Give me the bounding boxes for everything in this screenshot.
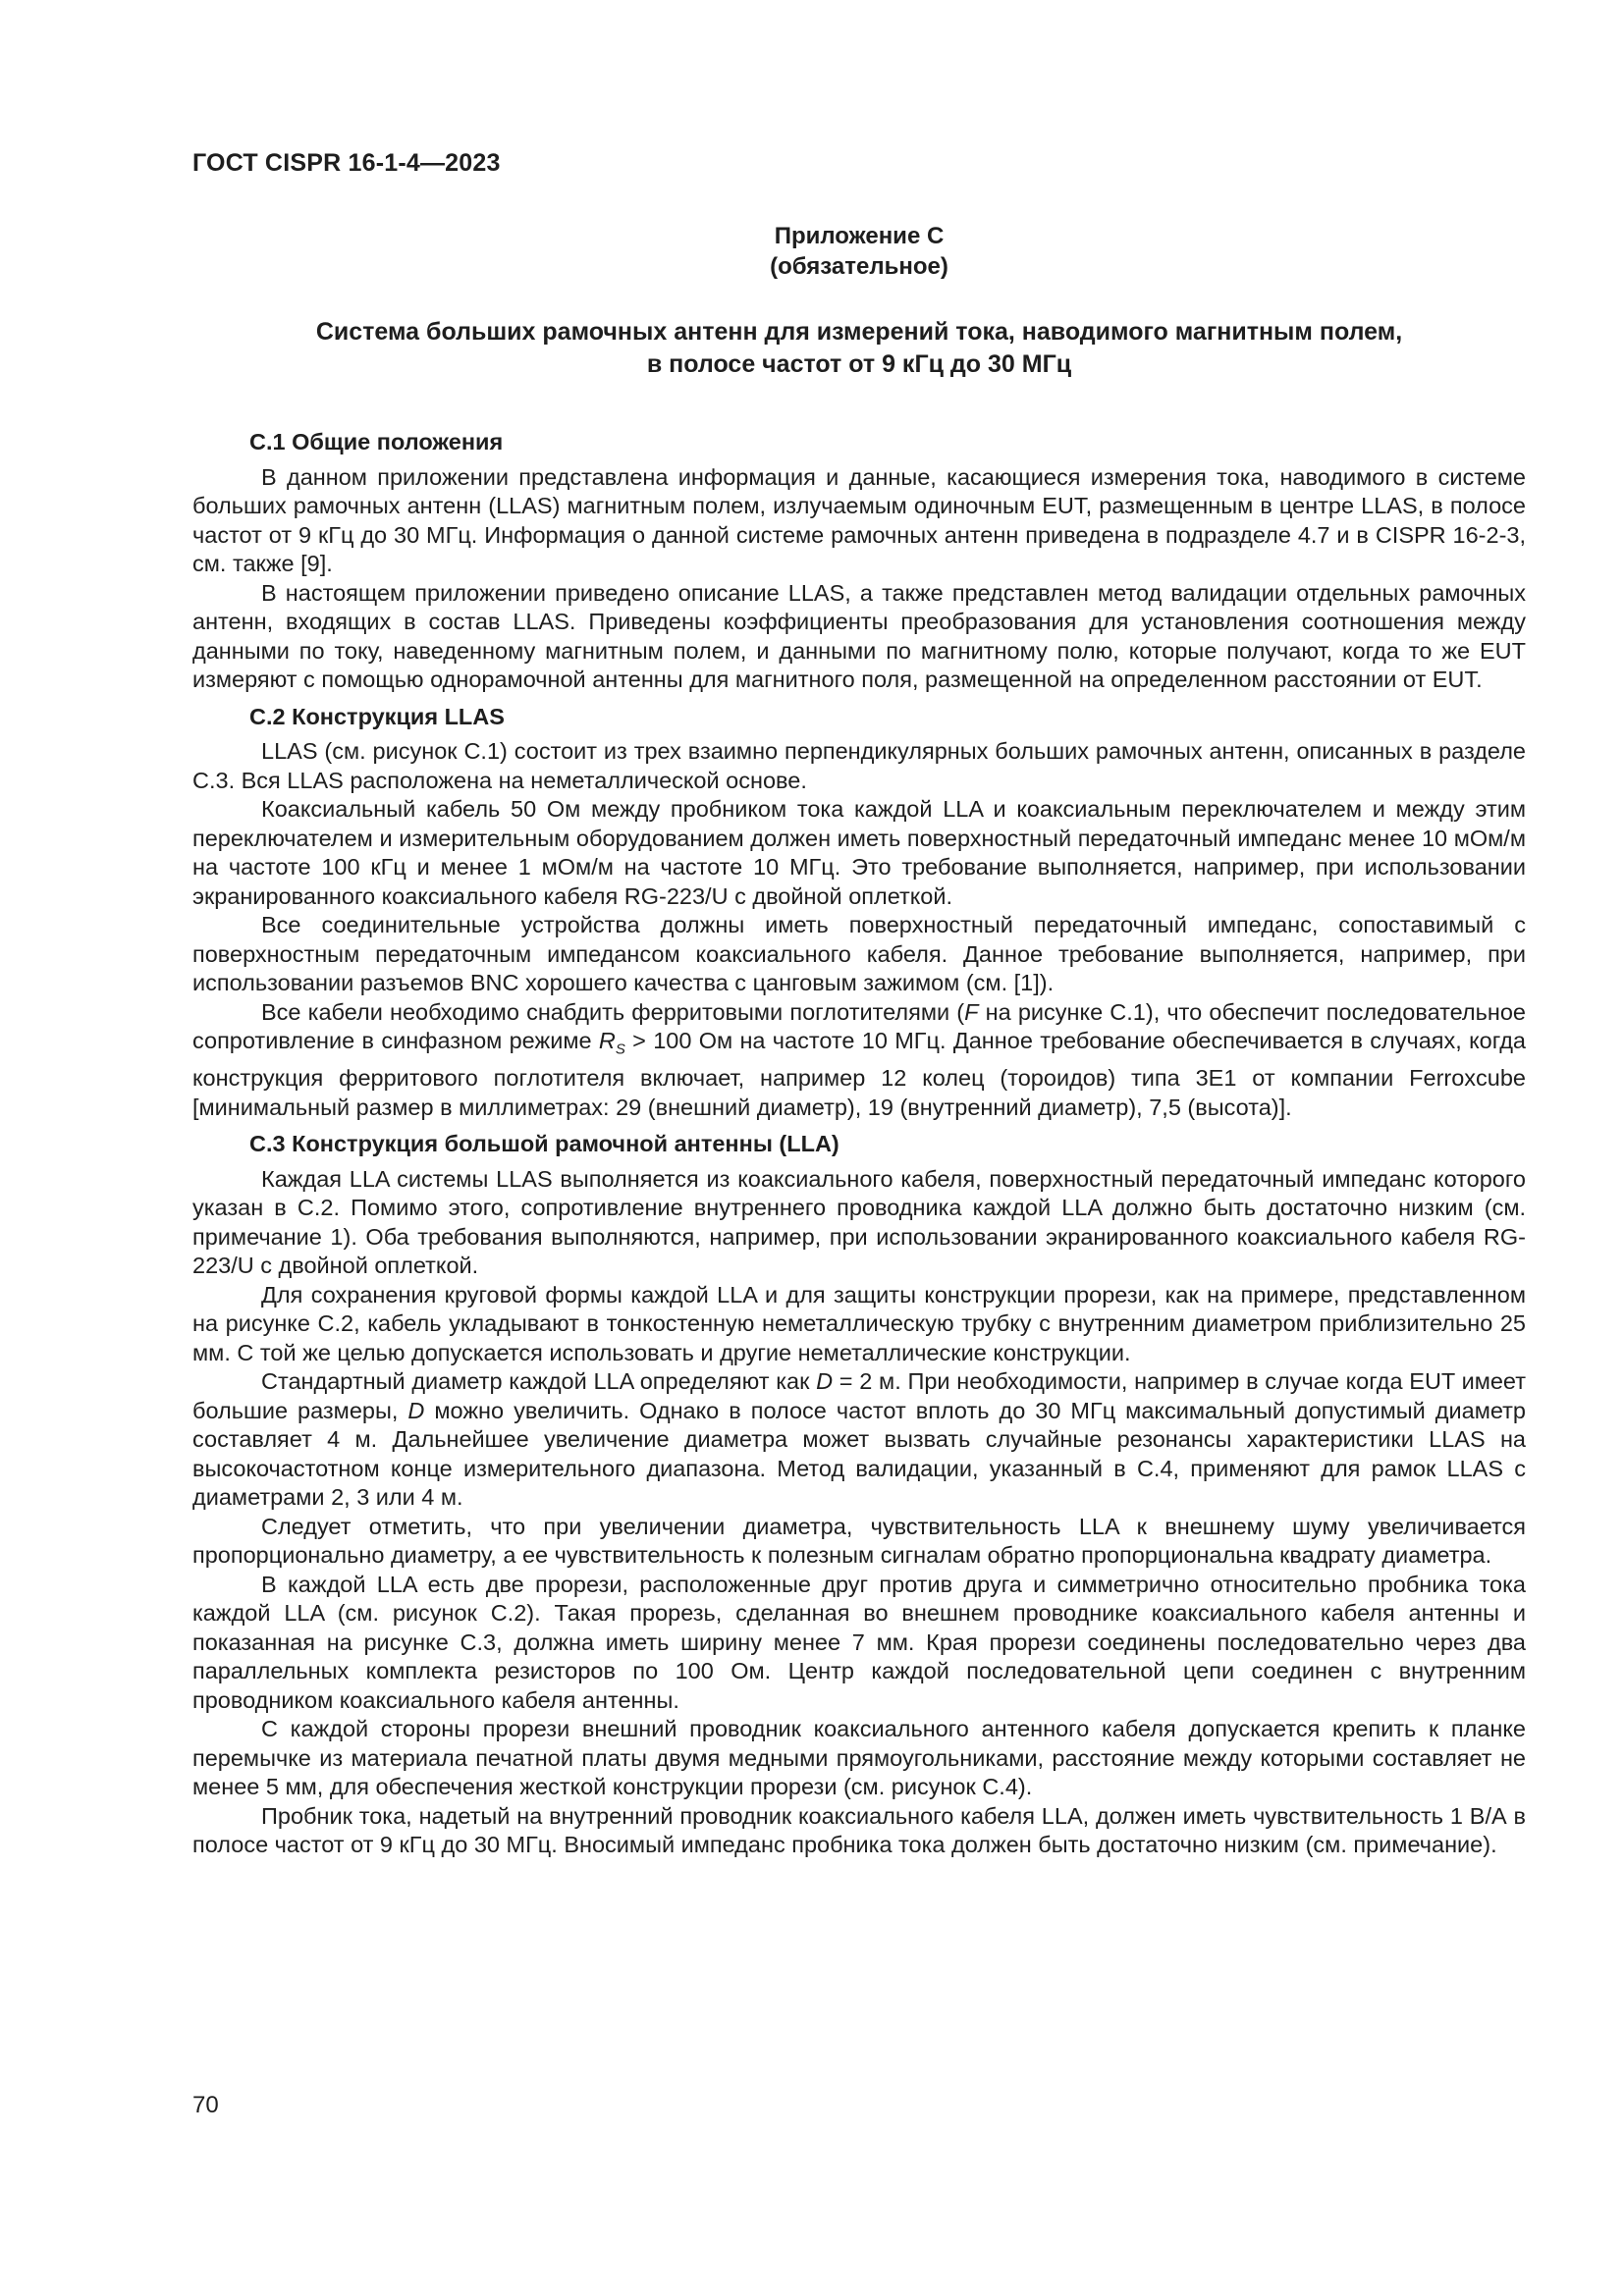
paragraph: В данном приложении представлена информация и данные, касающиеся измерения тока, наводимого в системе больших рамочных антенн (LLAS) магнитным полем, излучаемым одиночным EUT, размещенным в центре LLAS, в полосе частот от 9 кГц до 30 МГц. Информация о данной системе рамочных антенн приведена в подразделе 4.7 и в CISPR 16-2-3, см. также [9].: [192, 463, 1526, 576]
symbol-D: D: [407, 1397, 425, 1423]
text-run: = 2 м. При необходимости, например в случае когда EUT имеет большие размеры,: [192, 1368, 1526, 1423]
symbol-F: F: [964, 998, 979, 1025]
paragraph: Все соединительные устройства должны иметь поверхностный передаточный импеданс, сопоставимый с поверхностным передаточным импедансом коаксиального кабеля. Данное требование выполняется, например, при использовании разъемов BNC хорошего качества с цанговым зажимом (см. [1]).: [192, 912, 1526, 995]
text-run: Все кабели необходимо снабдить ферритовыми поглотителями (: [261, 998, 965, 1025]
annex-main-title-line1: Система больших рамочных антенн для измерений тока, наводимого магнитным полем,: [315, 318, 1403, 346]
text-run: Стандартный диаметр каждой LLA определяют как: [261, 1368, 817, 1395]
section-heading-c1: С.1 Общие положения: [249, 429, 504, 454]
page-number: 70: [192, 2092, 219, 2118]
annex-title: Приложение С: [774, 223, 945, 249]
symbol-S-subscript: S: [615, 1041, 625, 1058]
paragraph: Каждая LLA системы LLAS выполняется из коаксиального кабеля, поверхностный передаточный импеданс которого указан в С.2. Помимо этого, сопротивление внутреннего проводника каждой LLA должно быть достаточно низким (см. примечание 1). Оба требования выполняются, например, при использовании экранированного коаксиального кабеля RG-223/U с двойной оплеткой.: [192, 1165, 1526, 1279]
section-heading-c3: С.3 Конструкция большой рамочной антенны (LLA): [249, 1131, 839, 1157]
document-body: [192, 428, 1526, 1860]
annex-status: (обязательное): [770, 253, 948, 280]
paragraph: Коаксиальный кабель 50 Ом между пробником тока каждой LLA и коаксиальным переключателем и между этим переключателем и измерительным оборудованием должен иметь поверхностный передаточный импеданс менее 10 мОм/м на частоте 100 кГц и менее 1 мОм/м на частоте 10 МГц. Это требование выполняется, например, при использовании экранированного коаксиального кабеля RG-223/U с двойной оплеткой.: [192, 796, 1526, 909]
annex-main-title-line2: в полосе частот от 9 кГц до 30 МГц: [646, 350, 1072, 378]
paragraph: LLAS (см. рисунок С.1) состоит из трех взаимно перпендикулярных больших рамочных антенн, описанных в разделе С.3. Вся LLAS расположена на неметаллической основе.: [192, 738, 1526, 793]
text-run: > 100 Ом на частоте 10 МГц. Данное требование обеспечивается в случаях, когда конструкция ферритового поглотителя включает, например 12 колец (тороидов) типа 3E1 от компании Ferroxcube [минимальный размер в миллиметрах: 29 (внешний диаметр), 19 (внутренний диаметр), 7,5 (высота)].: [192, 1028, 1526, 1120]
symbol-D: D: [816, 1368, 834, 1395]
paragraph: В каждой LLA есть две прорези, расположенные друг против друга и симметрично относительно пробника тока каждой LLA (см. рисунок С.2). Такая прорезь, сделанная во внешнем проводнике коаксиального кабеля антенны и показанная на рисунке С.3, должна иметь ширину менее 7 мм. Края прорези соединены последовательно через два параллельных комплекта резисторов по 100 Ом. Центр каждой последовательной цепи соединен с внутренним проводником коаксиального кабеля антенны.: [192, 1571, 1526, 1713]
section-heading-c2: С.2 Конструкция LLAS: [249, 703, 505, 729]
paragraph: Для сохранения круговой формы каждой LLA и для защиты конструкции прорези, как на примере, представленном на рисунке С.2, кабель укладывают в тонкостенную неметаллическую трубку с внутренним диаметром приблизительно 25 мм. С той же целью допускается использовать и другие неметаллические конструкции.: [192, 1281, 1526, 1365]
paragraph: С каждой стороны прорези внешний проводник коаксиального антенного кабеля допускается крепить к планке перемычке из материала печатной платы двумя медными прямоугольниками, расстояние между которыми составляет не менее 5 мм, для обеспечения жесткой конструкции прорези (см. рисунок С.4).: [192, 1716, 1526, 1800]
text-run: на рисунке С.1), что обеспечит последовательное сопротивление в синфазном режиме: [192, 998, 1526, 1053]
annex-main-title: [192, 316, 1526, 381]
text-run: можно увеличить. Однако в полосе частот вплоть до 30 МГц максимальный допустимый диаметр составляет 4 м. Дальнейшее увеличение диаметра может вызвать случайные резонансы характеристики LLAS на высокочастотном конце измерительного диапазона. Метод валидации, указанный в С.4, применяют для рамок LLAS с диаметрами 2, 3 или 4 м.: [192, 1397, 1526, 1511]
symbol-R: R: [598, 1028, 616, 1053]
paragraph: В настоящем приложении приведено описание LLAS, а также представлен метод валидации отдельных рамочных антенн, входящих в состав LLAS. Приведены коэффициенты преобразования для установления соотношения между данными по току, наведенному магнитным полем, и данными по магнитному полю, которые получают, когда то же EUT измеряют с помощью однорамочной антенны для магнитного поля, размещенной на определенном расстоянии от EUT.: [192, 579, 1526, 692]
paragraph: Пробник тока, надетый на внутренний проводник коаксиального кабеля LLA, должен иметь чувствительность 1 В/А в полосе частот от 9 кГц до 30 МГц. Вносимый импеданс пробника тока должен быть достаточно низким (см. примечание).: [192, 1802, 1526, 1858]
document-id: ГОСТ CISPR 16-1-4—2023: [192, 149, 501, 177]
paragraph: [192, 1367, 1526, 1513]
paragraph: Следует отметить, что при увеличении диаметра, чувствительность LLA к внешнему шуму увеличивается пропорционально диаметру, а ее чувствительность к полезным сигналам обратно пропорциональна квадрату диаметра.: [192, 1513, 1526, 1569]
annex-heading: [192, 221, 1526, 282]
paragraph: [192, 998, 1526, 1123]
